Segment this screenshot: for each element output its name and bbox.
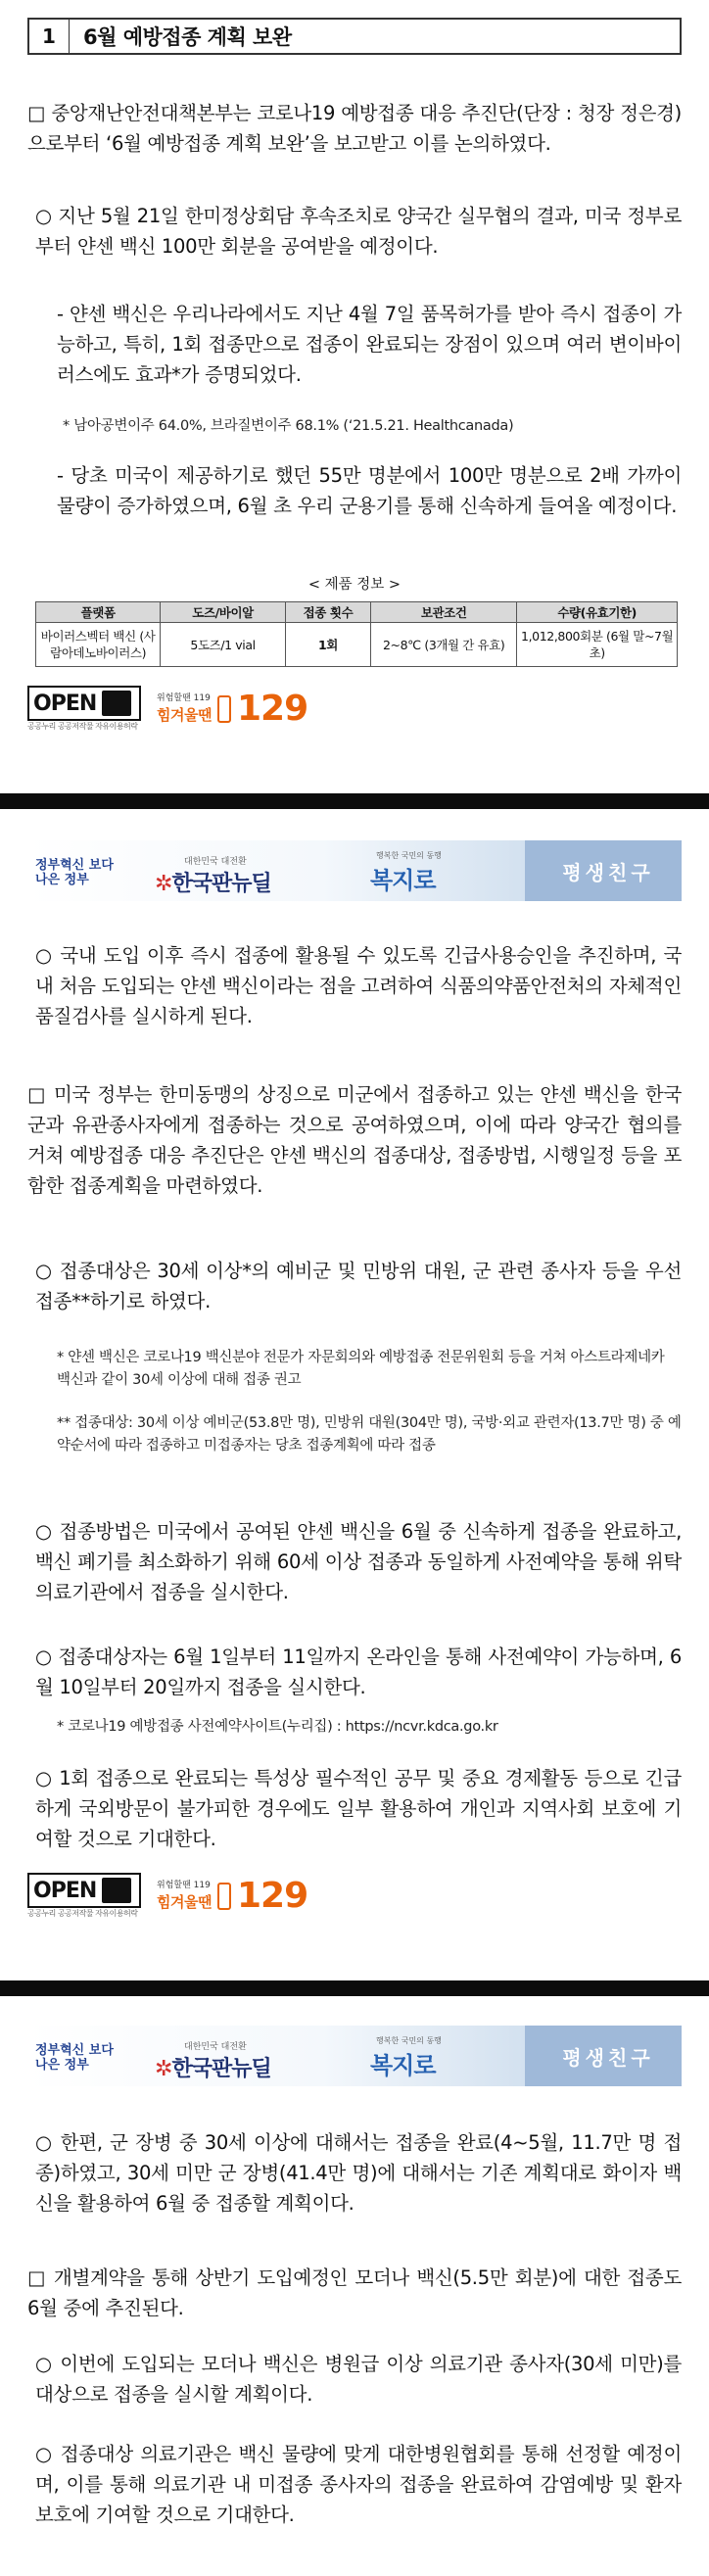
new-deal-title: 한국판뉴딜	[171, 872, 271, 896]
paragraph: ○ 접종대상 의료기관은 백신 물량에 맞게 대한병원협회를 통해 선정할 예정이며, 이를 통해 의료기관 내 미접종 종사자의 접종을 완료하여 감염예방 및 환자 보호에 기여할 것으로 기대한다.	[35, 2443, 682, 2526]
table-cell: 1회	[285, 623, 370, 667]
license-type-icon	[102, 691, 131, 716]
hotline-info	[157, 693, 212, 725]
page-banner	[27, 840, 682, 901]
product-info-table	[35, 601, 678, 667]
page-separator	[0, 793, 709, 809]
open-label: OPEN	[33, 1878, 97, 1903]
table-header-row	[36, 602, 678, 623]
table-cell: 2~8℃ (3개월 간 유효)	[371, 623, 517, 667]
open-license-badge	[27, 686, 141, 732]
hotline-129: 129	[236, 1876, 308, 1916]
paragraph: ○ 이번에 도입되는 모더나 백신은 병원급 이상 의료기관 종사자(30세 미만)를 대상으로 접종을 실시할 계획이다.	[35, 2353, 682, 2406]
gov-innovation-logo: 정부혁신 보다 나은 정부	[35, 2043, 114, 2073]
open-label: OPEN	[33, 691, 97, 716]
new-deal-logo	[155, 2039, 271, 2082]
paragraph: ○ 한편, 군 장병 중 30세 이상에 대해서는 접종을 완료(4~5월, 11.7만 명 접종)하였고, 30세 미만 군 장병(41.4만 명)에 대해서는 기존 계획대로 화이자 백신을 활용하여 6월 중 접종할 계획이다.	[35, 2131, 682, 2215]
paragraph: □ 중앙재난안전대책본부는 코로나19 예방접종 대응 추진단(단장 : 청장 정은경)으로부터 ‘6월 예방접종 계획 보완’을 보고받고 이를 논의하였다.	[27, 102, 682, 155]
section-header	[27, 18, 682, 55]
license-footer	[27, 686, 307, 732]
table-header: 수량(유효기한)	[517, 602, 678, 623]
open-license-subtext: 공공누리 공공저작물 자유이용허락	[27, 1909, 138, 1918]
phone-icon	[217, 1883, 231, 1910]
hotline-119: 위험할땐 119	[157, 1880, 211, 1890]
section-number: 1	[29, 20, 70, 53]
phone-icon	[217, 695, 231, 723]
hotline-label: 힘겨울땐	[157, 705, 212, 724]
section-title: 6월 예방접종 계획 보완	[83, 25, 292, 49]
footnote: * 얀센 백신은 코로나19 백신분야 전문가 자문회의와 예방접종 전문위원회 등을 거쳐 아스트라제네카 백신과 같이 30세 이상에 대해 접종 권고	[57, 1350, 665, 1388]
table-cell: 5도즈/1 vial	[161, 623, 286, 667]
table-header: 보관조건	[371, 602, 517, 623]
new-deal-subtitle: 대한민국 대전환	[184, 857, 247, 867]
paragraph: ○ 1회 접종으로 완료되는 특성상 필수적인 공무 및 중요 경제활동 등으로 긴급하게 국외방문이 불가피한 경우에도 일부 활용하여 개인과 지역사회 보호에 기여할 것으로 기대한다.	[35, 1767, 682, 1850]
paragraph: ○ 국내 도입 이후 즉시 접종에 활용될 수 있도록 긴급사용승인을 추진하며, 국내 처음 도입되는 얀센 백신이라는 점을 고려하여 식품의약품안전처의 자체적인 품질검사를 실시하게 된다.	[35, 944, 682, 1027]
paragraph: ○ 접종대상은 30세 이상*의 예비군 및 민방위 대원, 군 관련 종사자 등을 우선 접종**하기로 하였다.	[35, 1260, 682, 1312]
footnote: * 코로나19 예방접종 사전예약사이트(누리집) : https://ncvr.kdca.go.kr	[57, 1719, 498, 1735]
open-license-subtext: 공공누리 공공저작물 자유이용허락	[27, 722, 138, 731]
hotline-129: 129	[236, 689, 308, 729]
hotline-info	[157, 1881, 212, 1912]
hotline-label: 힘겨울땐	[157, 1892, 212, 1911]
bokjiro-title: 복지로	[370, 2052, 436, 2079]
banner-title: 평생친구	[562, 2045, 654, 2070]
paragraph: - 얀센 백신은 우리나라에서도 지난 4월 7일 품목허가를 받아 즉시 접종이 가능하고, 특히, 1회 접종만으로 접종이 완료되는 장점이 있으며 여러 변이바이러스에도 효과*가 증명되었다.	[57, 303, 682, 386]
bokjiro-subtitle: 행복한 국민의 동행	[376, 2036, 442, 2045]
paragraph: - 당초 미국이 제공하기로 했던 55만 명분에서 100만 명분으로 2배 가까이 물량이 증가하였으며, 6월 초 우리 군용기를 통해 신속하게 들여올 예정이다.	[57, 464, 682, 517]
open-license-badge	[27, 1873, 141, 1919]
paragraph: ○ 접종방법은 미국에서 공여된 얀센 백신을 6월 중 신속하게 접종을 완료하고, 백신 폐기를 최소화하기 위해 60세 이상 접종과 동일하게 사전예약을 통해 위탁의료기관에서 접종을 실시한다.	[35, 1520, 682, 1603]
table-caption: < 제품 정보 >	[307, 577, 402, 593]
bokjiro-title: 복지로	[370, 867, 436, 894]
paragraph: ○ 접종대상자는 6월 1일부터 11일까지 온라인을 통해 사전예약이 가능하며, 6월 10일부터 20일까지 접종을 실시한다.	[35, 1646, 682, 1698]
gov-innovation-logo: 정부혁신 보다 나은 정부	[35, 858, 114, 887]
table-header: 플랫폼	[36, 602, 161, 623]
license-footer	[27, 1873, 307, 1919]
table-header: 접종 횟수	[285, 602, 370, 623]
paragraph: ○ 지난 5월 21일 한미정상회담 후속조치로 양국간 실무협의 결과, 미국 정부로부터 얀센 백신 100만 회분을 공여받을 예정이다.	[35, 205, 682, 258]
hotline-119: 위험할땐 119	[157, 692, 211, 703]
footnote: ** 접종대상: 30세 이상 예비군(53.8만 명), 민방위 대원(304만 명), 국방·외교 관련자(13.7만 명) 중 예약순서에 따라 접종하고 미접종자는 당초 접종계획에 따라 접종	[57, 1415, 682, 1454]
table-cell: 바이러스벡터 백신 (사람아데노바이러스)	[36, 623, 161, 667]
license-type-icon	[102, 1878, 131, 1903]
new-deal-subtitle: 대한민국 대전환	[184, 2042, 247, 2052]
page-banner	[27, 2026, 682, 2086]
table-header: 도즈/바이알	[161, 602, 286, 623]
table-cell: 1,012,800회분 (6월 말~7월 초)	[517, 623, 678, 667]
bokjiro-logo	[370, 2035, 442, 2080]
banner-title: 평생친구	[562, 860, 654, 884]
star-icon: ✲	[155, 872, 172, 896]
paragraph: □ 개별계약을 통해 상반기 도입예정인 모더나 백신(5.5만 회분)에 대한 접종도 6월 중에 추진된다.	[27, 2266, 682, 2319]
new-deal-logo	[155, 854, 271, 897]
paragraph: □ 미국 정부는 한미동맹의 상징으로 미군에서 접종하고 있는 얀센 백신을 한국 군과 유관종사자에게 접종하는 것으로 공여하였으며, 이에 따라 양국간 협의를 거쳐 예방접종 대응 추진단은 얀센 백신의 접종대상, 접종방법, 시행일정 등을 포함한 접종계획을 마련하였다.	[27, 1083, 682, 1197]
footnote: * 남아공변이주 64.0%, 브라질변이주 68.1% (‘21.5.21. Healthcanada)	[63, 418, 514, 434]
table-row	[36, 623, 678, 667]
bokjiro-subtitle: 행복한 국민의 동행	[376, 851, 442, 860]
new-deal-title: 한국판뉴딜	[171, 2057, 271, 2081]
bokjiro-logo	[370, 850, 442, 895]
page-separator	[0, 1980, 709, 1996]
star-icon: ✲	[155, 2057, 172, 2081]
